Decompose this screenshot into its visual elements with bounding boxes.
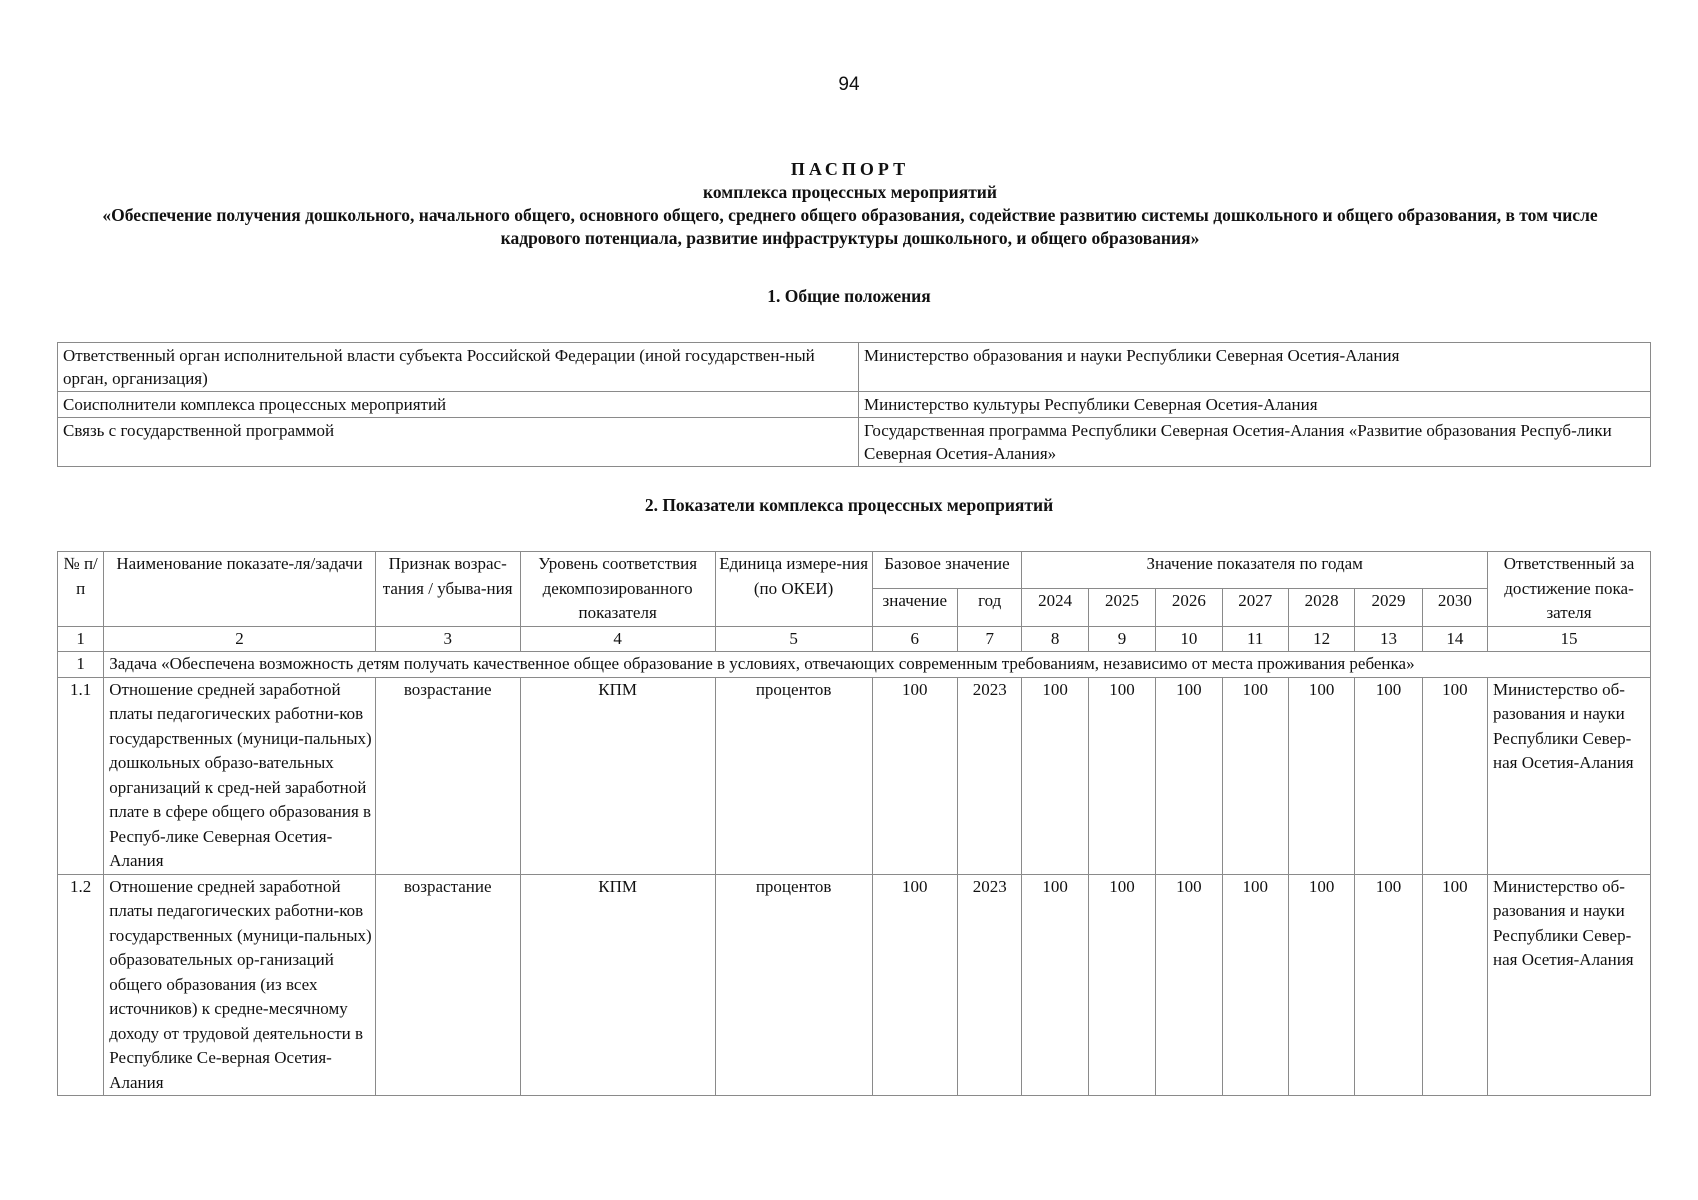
document-title: ПАСПОРТ [790, 159, 910, 179]
field-value: Государственная программа Республики Северная Осетия-Алания «Развитие образования Респуб-лики Северная Осетия-Алания» [859, 418, 1651, 467]
table-row [58, 343, 1651, 392]
header-base-year: год [958, 589, 1022, 626]
base-year-cell: 2023 [958, 677, 1022, 874]
year-value-cell: 100 [1422, 677, 1487, 874]
task-number: 1 [58, 652, 104, 678]
year-value-cell: 100 [1222, 874, 1288, 1096]
header-year: 2030 [1422, 589, 1487, 626]
year-value-cell: 100 [1022, 677, 1088, 874]
header-num: № п/п [58, 552, 104, 627]
field-label: Ответственный орган исполнительной власти субъекта Российской Федерации (иной государствен-ный орган, организация) [58, 343, 859, 392]
table-row [58, 677, 1651, 874]
header-trend: Признак возрас-тания / убыва-ния [375, 552, 520, 627]
general-provisions-table [57, 342, 1651, 467]
header-year: 2028 [1288, 589, 1354, 626]
column-number: 2 [104, 626, 376, 652]
year-value-cell: 100 [1222, 677, 1288, 874]
table-row [58, 418, 1651, 467]
row-number: 1.1 [58, 677, 104, 874]
year-value-cell: 100 [1288, 874, 1354, 1096]
column-number: 8 [1022, 626, 1088, 652]
column-number: 10 [1156, 626, 1222, 652]
column-number: 1 [58, 626, 104, 652]
indicator-name: Отношение средней заработной платы педагогических работни-ков государственных (муници-пальных) дошкольных образо-вательных организаций к сред-ней заработной плате в сфере общего образования в Респуб-лике Северная Осетия-Алания [104, 677, 376, 874]
year-value-cell: 100 [1355, 874, 1422, 1096]
table-row [58, 874, 1651, 1096]
year-value-cell: 100 [1355, 677, 1422, 874]
row-number: 1.2 [58, 874, 104, 1096]
document-title-block [50, 158, 1650, 250]
base-value-cell: 100 [872, 677, 957, 874]
column-number: 6 [872, 626, 957, 652]
section-2-heading: 2. Показатели комплекса процессных мероприятий [644, 495, 1054, 515]
column-number: 12 [1288, 626, 1354, 652]
header-year: 2029 [1355, 589, 1422, 626]
year-value-cell: 100 [1156, 874, 1222, 1096]
column-number: 9 [1088, 626, 1155, 652]
header-row [58, 552, 1651, 589]
section-1-heading: 1. Общие положения [767, 286, 931, 306]
header-level: Уровень соответствия декомпозированного показателя [520, 552, 715, 627]
column-number: 11 [1222, 626, 1288, 652]
field-value: Министерство культуры Республики Северная Осетия-Алания [859, 392, 1651, 418]
column-number: 14 [1422, 626, 1487, 652]
document-subtitle: комплекса процессных мероприятий [703, 182, 997, 202]
column-number: 13 [1355, 626, 1422, 652]
header-years-group: Значение показателя по годам [1022, 552, 1488, 589]
header-base-value: значение [872, 589, 957, 626]
field-label: Соисполнители комплекса процессных мероприятий [58, 392, 859, 418]
unit-cell: процентов [715, 677, 872, 874]
year-value-cell: 100 [1088, 677, 1155, 874]
header-year: 2025 [1088, 589, 1155, 626]
page-number: 94 [838, 74, 860, 95]
table-row [58, 392, 1651, 418]
year-value-cell: 100 [1156, 677, 1222, 874]
task-row [58, 652, 1651, 678]
header-year: 2024 [1022, 589, 1088, 626]
header-unit: Единица измере-ния (по ОКЕИ) [715, 552, 872, 627]
task-text: Задача «Обеспечена возможность детям получать качественное общее образование в условиях, отвечающих современным требованиям, независимо от места проживания ребенка» [104, 652, 1651, 678]
field-value: Министерство образования и науки Республики Северная Осетия-Алания [859, 343, 1651, 392]
column-number: 15 [1488, 626, 1651, 652]
header-responsible: Ответственный за достижение пока-зателя [1488, 552, 1651, 627]
program-name-line-2: кадрового потенциала, развитие инфраструктуры дошкольного, и общего образования» [500, 228, 1200, 248]
year-value-cell: 100 [1422, 874, 1487, 1096]
year-value-cell: 100 [1088, 874, 1155, 1096]
year-value-cell: 100 [1022, 874, 1088, 1096]
column-number: 5 [715, 626, 872, 652]
header-year: 2026 [1156, 589, 1222, 626]
year-value-cell: 100 [1288, 677, 1354, 874]
trend-cell: возрастание [375, 874, 520, 1096]
level-cell: КПМ [520, 874, 715, 1096]
field-label: Связь с государственной программой [58, 418, 859, 467]
responsible-cell: Министерство об-разования и науки Республики Север-ная Осетия-Алания [1488, 677, 1651, 874]
column-number-row [58, 626, 1651, 652]
indicator-name: Отношение средней заработной платы педагогических работни-ков государственных (муници-пальных) образовательных ор-ганизаций общего образования (из всех источников) к средне-месячному доходу от трудовой деятельности в Республике Се-верная Осетия-Алания [104, 874, 376, 1096]
trend-cell: возрастание [375, 677, 520, 874]
header-base: Базовое значение [872, 552, 1022, 589]
column-number: 7 [958, 626, 1022, 652]
base-value-cell: 100 [872, 874, 957, 1096]
indicators-table [57, 551, 1651, 1096]
header-name: Наименование показате-ля/задачи [104, 552, 376, 627]
program-name-line-1: «Обеспечение получения дошкольного, начального общего, основного общего, среднего общего образования, содействие развитию системы дошкольного и общего образования, в том числе [102, 205, 1598, 225]
unit-cell: процентов [715, 874, 872, 1096]
base-year-cell: 2023 [958, 874, 1022, 1096]
level-cell: КПМ [520, 677, 715, 874]
header-year: 2027 [1222, 589, 1288, 626]
responsible-cell: Министерство об-разования и науки Республики Север-ная Осетия-Алания [1488, 874, 1651, 1096]
column-number: 4 [520, 626, 715, 652]
column-number: 3 [375, 626, 520, 652]
